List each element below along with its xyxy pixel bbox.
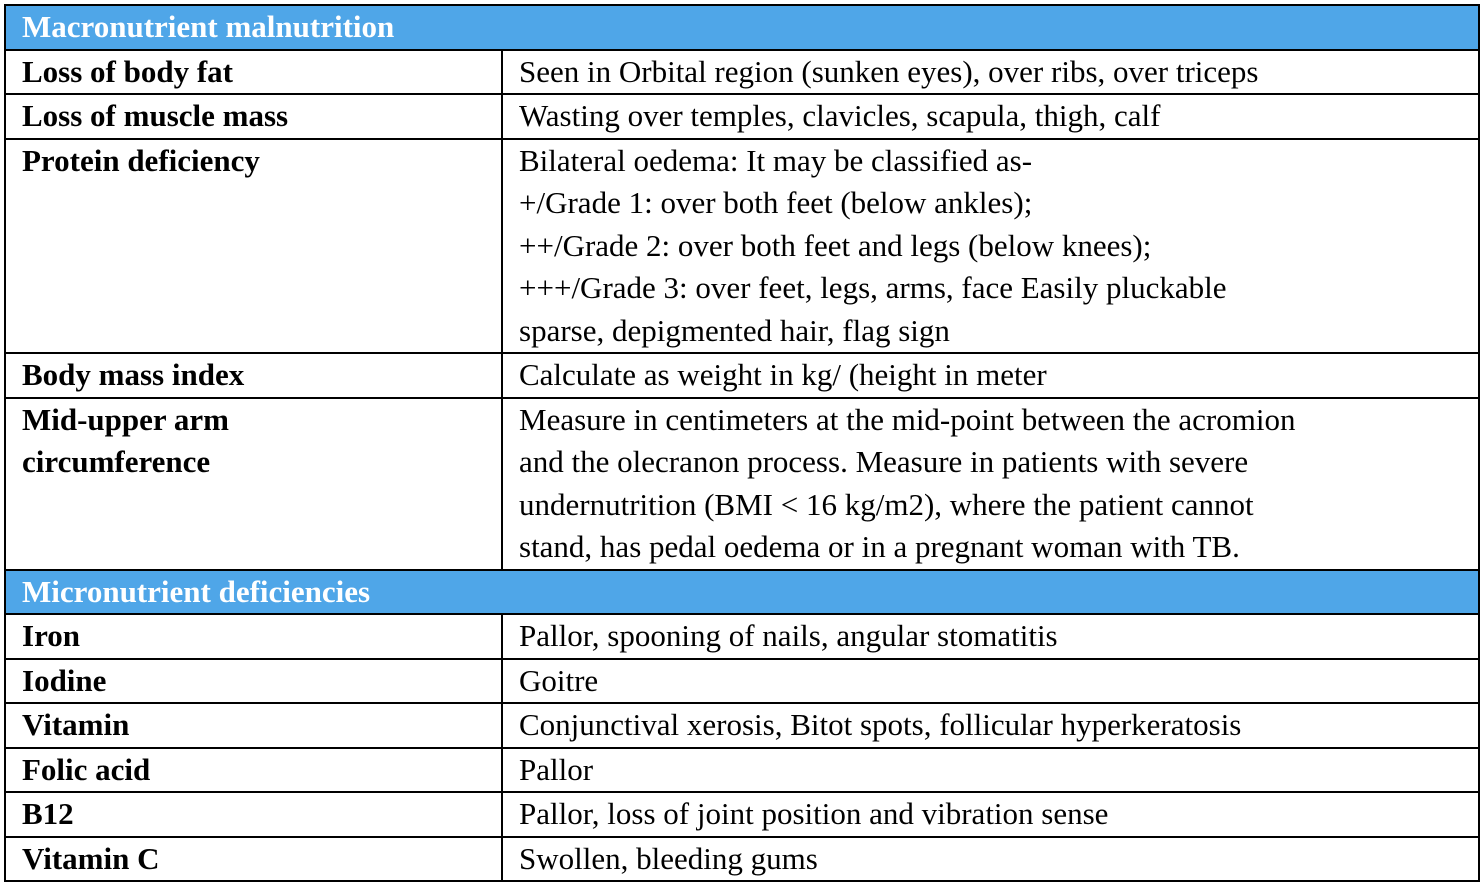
row-label-cell: [5, 139, 502, 354]
row-label: Loss of muscle mass: [22, 98, 289, 133]
row-value-line: Calculate as weight in kg/ (height in meter: [519, 357, 1047, 392]
row-label: Loss of body fat: [22, 53, 234, 89]
row-value-cell: [502, 748, 1479, 793]
table-row: [5, 398, 1479, 570]
row-value-cell: [502, 792, 1479, 837]
table-row: [5, 748, 1479, 793]
row-value-line: Wasting over temples, clavicles, scapula, thigh, calf: [519, 98, 1161, 133]
row-value-line: Measure in centimeters at the mid-point between the acromion: [519, 401, 1296, 437]
row-value-cell: [502, 703, 1479, 748]
row-value-cell: [502, 139, 1479, 354]
row-value-cell: [502, 94, 1479, 139]
row-value-line: Bilateral oedema: It may be classified as-: [519, 142, 1033, 178]
table-row: [5, 792, 1479, 837]
row-value-line: undernutrition (BMI < 16 kg/m2), where the patient cannot: [519, 486, 1254, 522]
row-label-cell: [5, 703, 502, 748]
row-label-cell: [5, 353, 502, 398]
table-row: [5, 353, 1479, 398]
row-value-line: Seen in Orbital region (sunken eyes), over ribs, over triceps: [519, 53, 1259, 89]
nutrition-assessment-table: [4, 4, 1480, 882]
row-label: B12: [22, 796, 74, 831]
row-label: Mid-upper arm: [22, 401, 229, 437]
table-row: [5, 139, 1479, 354]
row-value-line: +/Grade 1: over both feet (below ankles);: [519, 185, 1033, 220]
row-value-cell: [502, 837, 1479, 882]
section-title: Macronutrient malnutrition: [5, 5, 1479, 50]
row-label-cell: [5, 398, 502, 570]
row-label: Body mass index: [22, 357, 245, 392]
row-value-cell: [502, 614, 1479, 659]
table-row: [5, 703, 1479, 748]
row-value-line: stand, has pedal oedema or in a pregnant woman with TB.: [519, 529, 1240, 564]
row-label-cell: [5, 792, 502, 837]
section-header-row: [5, 570, 1479, 615]
table-row: [5, 837, 1479, 882]
row-label: Protein deficiency: [22, 142, 260, 178]
row-value-cell: [502, 659, 1479, 704]
row-value-line: Goitre: [519, 662, 599, 698]
row-value-line: +++/Grade 3: over feet, legs, arms, face Easily pluckable: [519, 270, 1227, 305]
row-value-cell: [502, 50, 1479, 95]
row-label-cell: [5, 748, 502, 793]
row-label-cell: [5, 94, 502, 139]
row-label: Iron: [22, 618, 81, 653]
row-label-cell: [5, 659, 502, 704]
table-row: [5, 614, 1479, 659]
row-value-line: Swollen, bleeding gums: [519, 840, 818, 876]
row-value-line: sparse, depigmented hair, flag sign: [519, 312, 950, 348]
row-label: circumference: [22, 444, 211, 479]
row-label-cell: [5, 837, 502, 882]
row-value-line: and the olecranon process. Measure in patients with severe: [519, 444, 1249, 479]
row-value-line: Pallor: [519, 751, 594, 787]
row-label: Folic acid: [22, 751, 151, 787]
row-value-line: Pallor, loss of joint position and vibration sense: [519, 796, 1109, 831]
row-label: Vitamin C: [22, 840, 160, 876]
table-row: [5, 50, 1479, 95]
nutrition-assessment-table-container: [4, 4, 1478, 882]
row-value-line: Conjunctival xerosis, Bitot spots, follicular hyperkeratosis: [519, 707, 1242, 742]
section-title: Micronutrient deficiencies: [5, 570, 1479, 615]
row-label-cell: [5, 614, 502, 659]
row-label-cell: [5, 50, 502, 95]
row-value-line: Pallor, spooning of nails, angular stomatitis: [519, 618, 1058, 653]
row-value-line: ++/Grade 2: over both feet and legs (below knees);: [519, 227, 1152, 263]
table-row: [5, 659, 1479, 704]
row-value-cell: [502, 353, 1479, 398]
table-row: [5, 94, 1479, 139]
section-header-row: [5, 5, 1479, 50]
row-label: Vitamin: [22, 707, 130, 742]
row-value-cell: [502, 398, 1479, 570]
row-label: Iodine: [22, 662, 107, 698]
table-body: [5, 5, 1479, 881]
